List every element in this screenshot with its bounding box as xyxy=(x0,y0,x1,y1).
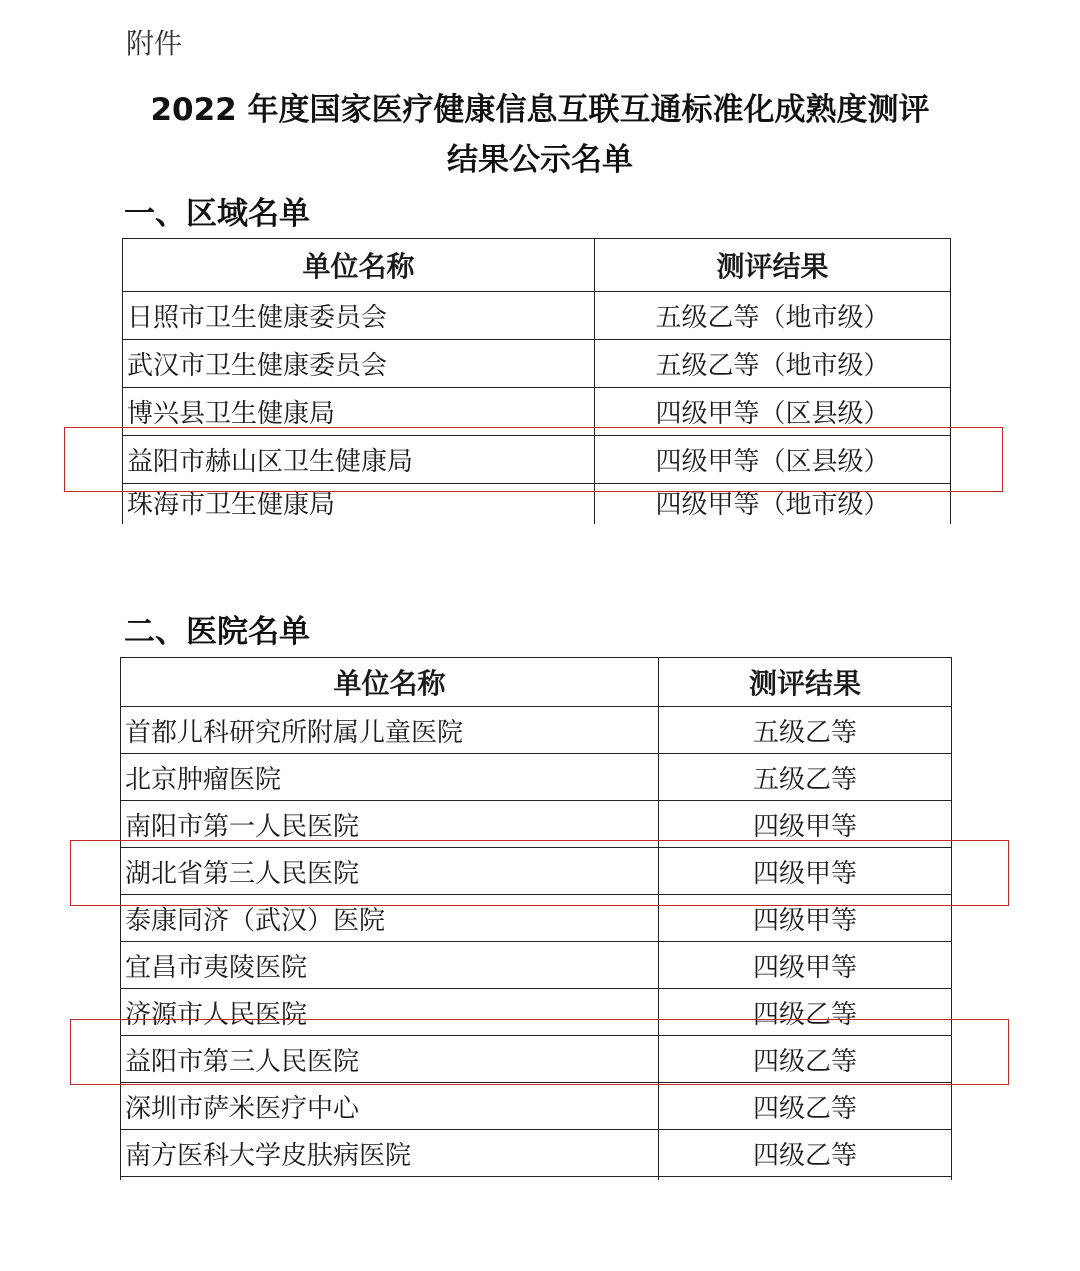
result-cell: 五级乙等（地市级） xyxy=(595,340,951,388)
page-bottom-whitespace xyxy=(110,1180,970,1271)
table-row xyxy=(123,388,951,436)
unit-name-cell: 益阳市第三人民医院 xyxy=(121,1036,659,1083)
hospital-table xyxy=(120,657,952,1201)
unit-name-cell: 济源市人民医院 xyxy=(121,989,659,1036)
unit-name-cell: 首都儿科研究所附属儿童医院 xyxy=(121,707,659,754)
unit-name-cell: 北京肿瘤医院 xyxy=(121,754,659,801)
attachment-label: 附件 xyxy=(126,27,183,60)
column-header-unit-name: 单位名称 xyxy=(121,658,659,707)
table-row xyxy=(121,1130,952,1177)
unit-name-cell: 益阳市赫山区卫生健康局 xyxy=(123,436,595,484)
result-cell: 四级甲等（地市级） xyxy=(595,484,951,525)
column-header-result: 测评结果 xyxy=(659,658,952,707)
table-row xyxy=(123,292,951,340)
result-cell: 四级甲等（区县级） xyxy=(595,436,951,484)
region-section-heading: 一、区域名单 xyxy=(124,196,310,232)
result-cell: 五级乙等 xyxy=(659,754,952,801)
unit-name-cell: 湖北省第三人民医院 xyxy=(121,848,659,895)
table-row xyxy=(123,484,951,525)
unit-name-cell: 武汉市卫生健康委员会 xyxy=(123,340,595,388)
unit-name-cell: 日照市卫生健康委员会 xyxy=(123,292,595,340)
result-cell: 四级甲等 xyxy=(659,848,952,895)
result-cell: 四级甲等 xyxy=(659,895,952,942)
table-row xyxy=(121,1083,952,1130)
result-cell: 四级乙等 xyxy=(659,1130,952,1177)
table-row xyxy=(121,942,952,989)
unit-name-cell: 南方医科大学皮肤病医院 xyxy=(121,1130,659,1177)
result-cell: 四级乙等 xyxy=(659,1036,952,1083)
region-table-header xyxy=(123,239,951,292)
result-cell: 五级乙等（地市级） xyxy=(595,292,951,340)
unit-name-cell: 泰康同济（武汉）医院 xyxy=(121,895,659,942)
result-cell: 四级甲等 xyxy=(659,801,952,848)
unit-name-cell: 博兴县卫生健康局 xyxy=(123,388,595,436)
table-row xyxy=(121,895,952,942)
table-row xyxy=(121,707,952,754)
table-row xyxy=(121,848,952,895)
table-row xyxy=(123,340,951,388)
table-row xyxy=(121,989,952,1036)
table-row xyxy=(121,1036,952,1083)
table-row xyxy=(123,436,951,484)
hospital-table-header xyxy=(121,658,952,707)
document-title-line-1: 2022 年度国家医疗健康信息互联互通标准化成熟度测评 xyxy=(150,92,930,128)
column-header-unit-name: 单位名称 xyxy=(123,239,595,292)
unit-name-cell: 深圳市萨米医疗中心 xyxy=(121,1083,659,1130)
column-header-result: 测评结果 xyxy=(595,239,951,292)
table-row xyxy=(121,754,952,801)
unit-name-cell: 宜昌市夷陵医院 xyxy=(121,942,659,989)
document-title-line-2: 结果公示名单 xyxy=(447,142,633,178)
unit-name-cell: 珠海市卫生健康局 xyxy=(123,484,595,525)
result-cell: 四级甲等（区县级） xyxy=(595,388,951,436)
result-cell: 五级乙等 xyxy=(659,707,952,754)
result-cell: 四级乙等 xyxy=(659,989,952,1036)
result-cell: 四级甲等 xyxy=(659,942,952,989)
unit-name-cell: 南阳市第一人民医院 xyxy=(121,801,659,848)
result-cell: 四级乙等 xyxy=(659,1083,952,1130)
region-table xyxy=(122,238,951,524)
hospital-section-heading: 二、医院名单 xyxy=(124,614,310,650)
table-row xyxy=(121,801,952,848)
